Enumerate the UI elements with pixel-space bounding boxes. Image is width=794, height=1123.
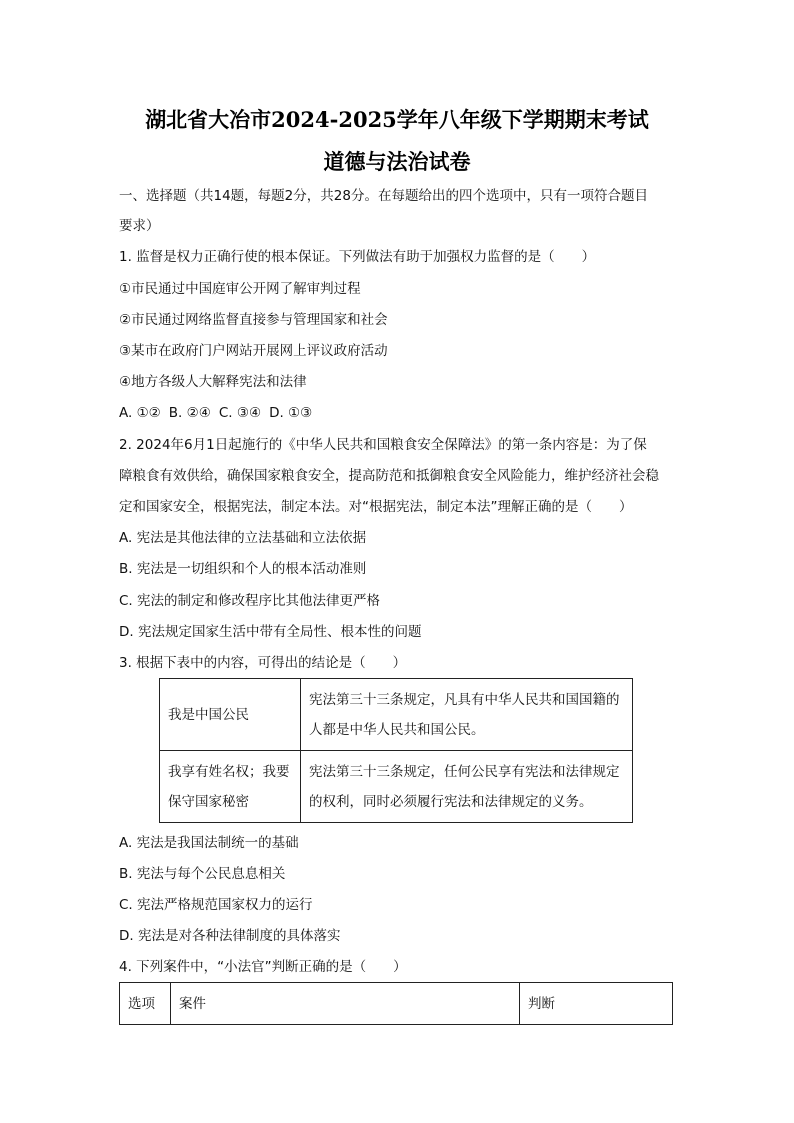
q1-item-3: ③某市在政府门户网站开展网上评议政府活动 [119, 343, 388, 359]
q1-stem: 1. 监督是权力正确行使的根本保证。下列做法有助于加强权力监督的是（ ） [119, 249, 596, 265]
table-cell: 宪法第三十三条规定，凡具有中华人民共和国国籍的 人都是中华人民共和国公民。 [301, 679, 633, 751]
q2-stem-cont-1: 障粮食有效供给，确保国家粮食安全，提高防范和抵御粮食安全风险能力，维护经济社会稳 [119, 468, 659, 484]
q1-item-1: ①市民通过中国庭审公开网了解审判过程 [119, 281, 361, 297]
q3-option-b[interactable]: B. 宪法与每个公民息息相关 [119, 866, 286, 882]
section-heading: 一、选择题（共14题，每题2分，共28分。在每题给出的四个选项中，只有一项符合题目 [119, 188, 648, 204]
q3-option-c[interactable]: C. 宪法严格规范国家权力的运行 [119, 897, 313, 913]
table-row [160, 751, 633, 823]
q4-stem: 4. 下列案件中，“小法官”判断正确的是（ ） [119, 959, 407, 975]
q1-item-4: ④地方各级人大解释宪法和法律 [119, 374, 307, 390]
table-header: 判断 [520, 983, 673, 1025]
q3-stem: 3. 根据下表中的内容，可得出的结论是（ ） [119, 655, 407, 671]
q2-option-d[interactable]: D. 宪法规定国家生活中带有全局性、根本性的问题 [119, 624, 422, 640]
q4-table [119, 982, 673, 1025]
q2-stem-cont-2: 定和国家安全，根据宪法，制定本法。对“根据宪法，制定本法”理解正确的是（ ） [119, 499, 633, 515]
q3-option-d[interactable]: D. 宪法是对各种法律制度的具体落实 [119, 928, 341, 944]
q1-option-d[interactable]: D. ①③ [269, 405, 313, 421]
q2-option-b[interactable]: B. 宪法是一切组织和个人的根本活动准则 [119, 561, 367, 577]
q1-item-2: ②市民通过网络监督直接参与管理国家和社会 [119, 312, 388, 328]
q2-option-c[interactable]: C. 宪法的制定和修改程序比其他法律更严格 [119, 593, 381, 609]
table-header: 案件 [171, 983, 520, 1025]
exam-title: 湖北省大冶市2024-2025学年八年级下学期期末考试 [145, 107, 649, 132]
q1-option-a[interactable]: A. ①② [119, 405, 161, 421]
exam-subtitle: 道德与法治试卷 [323, 149, 471, 174]
table-cell: 宪法第三十三条规定，任何公民享有宪法和法律规定 的权利，同时必须履行宪法和法律规定的义务。 [301, 751, 633, 823]
q2-stem: 2. 2024年6月1日起施行的《中华人民共和国粮食安全保障法》的第一条内容是：为了保 [119, 437, 647, 453]
table-header-row [120, 983, 673, 1025]
q1-option-b[interactable]: B. ②④ [168, 405, 211, 421]
q2-option-a[interactable]: A. 宪法是其他法律的立法基础和立法依据 [119, 530, 367, 546]
table-header: 选项 [120, 983, 171, 1025]
q3-option-a[interactable]: A. 宪法是我国法制统一的基础 [119, 835, 299, 851]
table-cell: 我享有姓名权；我要 保守国家秘密 [160, 751, 301, 823]
table-row [160, 679, 633, 751]
table-cell: 我是中国公民 [160, 679, 301, 751]
q3-table [159, 678, 633, 823]
q1-options [119, 403, 679, 423]
q1-option-c[interactable]: C. ③④ [218, 405, 262, 421]
section-heading-cont: 要求） [119, 218, 160, 234]
